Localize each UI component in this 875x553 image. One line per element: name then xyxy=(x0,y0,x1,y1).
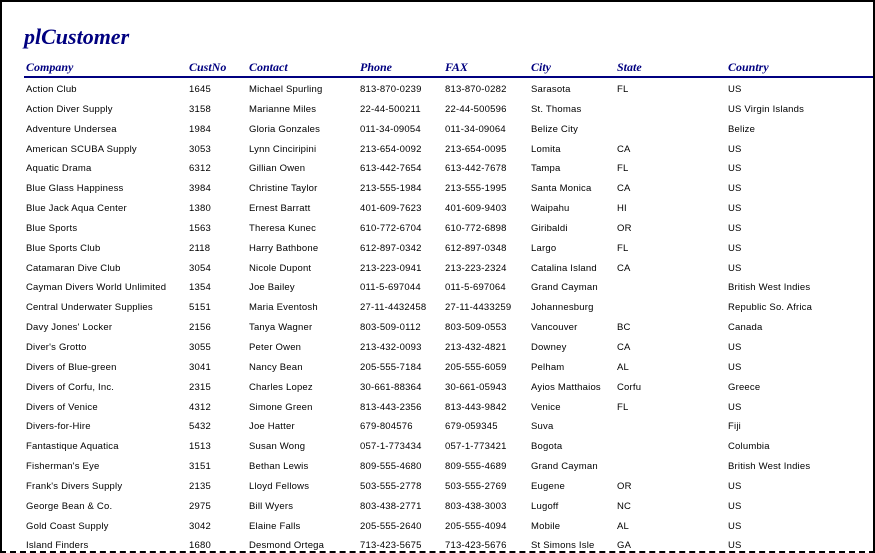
cell-fax: 205-555-6059 xyxy=(445,361,507,373)
cell-company: Blue Sports Club xyxy=(26,242,101,254)
cell-phone: 809-555-4680 xyxy=(360,461,422,473)
cell-custno: 5432 xyxy=(189,421,211,433)
cell-city: St. Thomas xyxy=(531,103,582,115)
table-row xyxy=(24,159,874,179)
cell-phone: 679-804576 xyxy=(360,421,413,433)
cell-custno: 3055 xyxy=(189,341,211,353)
customer-table-body xyxy=(24,80,874,553)
cell-custno: 3158 xyxy=(189,103,211,115)
cell-company: Fantastique Aquatica xyxy=(26,441,119,453)
cell-fax: 401-609-9403 xyxy=(445,203,507,215)
cell-company: Davy Jones' Locker xyxy=(26,322,113,334)
cell-city: Downey xyxy=(531,341,567,353)
cell-country: US xyxy=(728,222,742,234)
cell-custno: 2135 xyxy=(189,480,211,492)
cell-fax: 27-11-4433259 xyxy=(445,302,512,314)
cell-country: Greece xyxy=(728,381,761,393)
cell-city: Eugene xyxy=(531,480,565,492)
header-fax: FAX xyxy=(445,60,468,74)
table-row xyxy=(24,417,874,437)
cell-contact: Michael Spurling xyxy=(249,84,323,95)
cell-state: AL xyxy=(617,520,630,532)
cell-custno: 3984 xyxy=(189,183,211,195)
cell-state: GA xyxy=(617,540,632,552)
table-row xyxy=(24,477,874,497)
cell-contact: Simone Green xyxy=(249,401,313,413)
table-row xyxy=(24,120,874,140)
cell-contact: Harry Bathbone xyxy=(249,242,319,254)
cell-country: Fiji xyxy=(728,421,741,433)
table-row xyxy=(24,536,874,553)
cell-contact: Theresa Kunec xyxy=(249,222,317,234)
cell-state: CA xyxy=(617,262,631,274)
table-row xyxy=(24,318,874,338)
cell-company: Central Underwater Supplies xyxy=(26,302,153,314)
cell-custno: 1513 xyxy=(189,441,211,453)
cell-contact: Gillian Owen xyxy=(249,163,306,175)
cell-company: Action Club xyxy=(26,84,77,95)
cell-city: Bogota xyxy=(531,441,563,453)
cell-company: Adventure Undersea xyxy=(26,123,117,135)
cell-contact: Ernest Barratt xyxy=(249,203,311,215)
cell-phone: 803-509-0112 xyxy=(360,322,421,334)
cell-country: Canada xyxy=(728,322,763,334)
cell-city: Johannesburg xyxy=(531,302,594,314)
cell-city: Sarasota xyxy=(531,84,571,95)
cell-city: Pelham xyxy=(531,361,565,373)
cell-phone: 612-897-0342 xyxy=(360,242,422,254)
cell-custno: 3053 xyxy=(189,143,211,155)
table-row xyxy=(24,100,874,120)
cell-phone: 803-438-2771 xyxy=(360,500,422,512)
cell-state: HI xyxy=(617,203,627,215)
cell-fax: 613-442-7678 xyxy=(445,163,507,175)
cell-phone: 713-423-5675 xyxy=(360,540,422,552)
table-row xyxy=(24,437,874,457)
table-row xyxy=(24,199,874,219)
cell-city: Lugoff xyxy=(531,500,559,512)
cell-fax: 205-555-4094 xyxy=(445,520,507,532)
cell-custno: 3041 xyxy=(189,361,211,373)
header-country: Country xyxy=(728,60,769,74)
cell-fax: 011-5-697064 xyxy=(445,282,506,294)
cell-custno: 2975 xyxy=(189,500,211,512)
cell-country: US Virgin Islands xyxy=(728,103,805,115)
cell-fax: 803-509-0553 xyxy=(445,322,507,334)
cell-contact: Elaine Falls xyxy=(249,520,301,532)
cell-state: BC xyxy=(617,322,631,334)
cell-fax: 213-223-2324 xyxy=(445,262,507,274)
cell-company: Divers-for-Hire xyxy=(26,421,91,433)
table-row xyxy=(24,457,874,477)
cell-fax: 809-555-4689 xyxy=(445,461,507,473)
cell-fax: 813-870-0282 xyxy=(445,84,507,95)
cell-state: Corfu xyxy=(617,381,642,393)
cell-city: St Simons Isle xyxy=(531,540,595,552)
table-row xyxy=(24,179,874,199)
cell-fax: 679-059345 xyxy=(445,421,498,433)
cell-state: CA xyxy=(617,143,631,155)
cell-state: FL xyxy=(617,401,629,413)
cell-phone: 011-5-697044 xyxy=(360,282,421,294)
cell-country: US xyxy=(728,262,742,274)
cell-fax: 057-1-773421 xyxy=(445,441,507,453)
cell-country: Republic So. Africa xyxy=(728,302,813,314)
cell-phone: 213-555-1984 xyxy=(360,183,422,195)
cell-state: OR xyxy=(617,222,632,234)
cell-city: Ayios Matthaios xyxy=(531,381,601,393)
cell-company: Aquatic Drama xyxy=(26,163,92,175)
cell-company: American SCUBA Supply xyxy=(26,143,137,155)
cell-contact: Charles Lopez xyxy=(249,381,313,393)
header-phone: Phone xyxy=(360,60,393,74)
cell-city: Lomita xyxy=(531,143,561,155)
cell-fax: 213-432-4821 xyxy=(445,341,507,353)
table-row xyxy=(24,239,874,259)
cell-country: British West Indies xyxy=(728,461,811,473)
cell-phone: 613-442-7654 xyxy=(360,163,422,175)
cell-country: Columbia xyxy=(728,441,770,453)
cell-custno: 3151 xyxy=(189,461,211,473)
cell-contact: Susan Wong xyxy=(249,441,306,453)
cell-contact: Maria Eventosh xyxy=(249,302,318,314)
table-row xyxy=(24,80,874,100)
cell-company: Fisherman's Eye xyxy=(26,461,100,473)
table-row xyxy=(24,358,874,378)
cell-fax: 22-44-500596 xyxy=(445,103,507,115)
table-row xyxy=(24,259,874,279)
cell-state: FL xyxy=(617,84,629,95)
table-row xyxy=(24,140,874,160)
header-contact: Contact xyxy=(249,60,288,74)
cell-country: US xyxy=(728,500,742,512)
cell-city: Suva xyxy=(531,421,554,433)
cell-custno: 4312 xyxy=(189,401,211,413)
cell-city: Tampa xyxy=(531,163,561,175)
cell-phone: 205-555-7184 xyxy=(360,361,422,373)
cell-company: Divers of Venice xyxy=(26,401,98,413)
cell-custno: 2156 xyxy=(189,322,211,334)
cell-fax: 610-772-6898 xyxy=(445,222,507,234)
cell-contact: Bill Wyers xyxy=(249,500,294,512)
cell-country: US xyxy=(728,183,742,195)
cell-custno: 3054 xyxy=(189,262,211,274)
cell-state: FL xyxy=(617,163,629,175)
cell-custno: 1563 xyxy=(189,222,211,234)
cell-company: Divers of Corfu, Inc. xyxy=(26,381,115,393)
cell-contact: Joe Hatter xyxy=(249,421,295,433)
cell-contact: Bethan Lewis xyxy=(249,461,309,473)
cell-company: Blue Glass Happiness xyxy=(26,183,124,195)
cell-state: AL xyxy=(617,361,630,373)
table-row xyxy=(24,497,874,517)
cell-phone: 813-870-0239 xyxy=(360,84,422,95)
cell-phone: 213-223-0941 xyxy=(360,262,422,274)
header-divider xyxy=(24,76,874,78)
header-company: Company xyxy=(26,60,74,74)
cell-company: George Bean & Co. xyxy=(26,500,113,512)
cell-company: Catamaran Dive Club xyxy=(26,262,121,274)
cell-fax: 612-897-0348 xyxy=(445,242,507,254)
cell-country: US xyxy=(728,163,742,175)
cell-contact: Tanya Wagner xyxy=(249,322,313,334)
cell-phone: 011-34-09054 xyxy=(360,123,421,135)
cell-country: US xyxy=(728,143,742,155)
cell-phone: 813-443-2356 xyxy=(360,401,422,413)
cell-country: US xyxy=(728,84,742,95)
cell-custno: 2118 xyxy=(189,242,211,254)
cell-city: Largo xyxy=(531,242,557,254)
cell-state: CA xyxy=(617,341,631,353)
cell-country: Belize xyxy=(728,123,756,135)
cell-custno: 1680 xyxy=(189,540,211,552)
cell-phone: 213-432-0093 xyxy=(360,341,422,353)
cell-phone: 503-555-2778 xyxy=(360,480,422,492)
table-row xyxy=(24,298,874,318)
cell-state: OR xyxy=(617,480,632,492)
header-state: State xyxy=(617,60,642,74)
cell-city: Venice xyxy=(531,401,561,413)
cell-fax: 503-555-2769 xyxy=(445,480,507,492)
cell-country: US xyxy=(728,480,742,492)
cell-country: US xyxy=(728,540,742,552)
cell-fax: 011-34-09064 xyxy=(445,123,506,135)
cell-city: Grand Cayman xyxy=(531,282,598,294)
cell-custno: 2315 xyxy=(189,381,211,393)
cell-phone: 27-11-4432458 xyxy=(360,302,427,314)
cell-phone: 205-555-2640 xyxy=(360,520,422,532)
cell-custno: 3042 xyxy=(189,520,211,532)
cell-contact: Lynn Cinciripini xyxy=(249,143,317,155)
cell-city: Grand Cayman xyxy=(531,461,598,473)
cell-phone: 213-654-0092 xyxy=(360,143,422,155)
cell-fax: 213-654-0095 xyxy=(445,143,507,155)
cell-phone: 22-44-500211 xyxy=(360,103,421,115)
cell-country: US xyxy=(728,242,742,254)
cell-company: Gold Coast Supply xyxy=(26,520,109,532)
cell-contact: Joe Bailey xyxy=(249,282,295,294)
cell-contact: Nancy Bean xyxy=(249,361,303,373)
cell-company: Island Finders xyxy=(26,540,89,552)
cell-company: Blue Jack Aqua Center xyxy=(26,203,127,215)
cell-custno: 5151 xyxy=(189,302,211,314)
cell-state: FL xyxy=(617,242,629,254)
table-row xyxy=(24,517,874,537)
table-row xyxy=(24,398,874,418)
column-header-row xyxy=(24,60,874,76)
table-row xyxy=(24,378,874,398)
cell-contact: Peter Owen xyxy=(249,341,302,353)
header-city: City xyxy=(531,60,551,74)
report-title: plCustomer xyxy=(24,24,130,49)
cell-custno: 1645 xyxy=(189,84,211,95)
table-row xyxy=(24,338,874,358)
cell-phone: 057-1-773434 xyxy=(360,441,422,453)
cell-company: Blue Sports xyxy=(26,222,78,234)
cell-fax: 813-443-9842 xyxy=(445,401,507,413)
cell-fax: 30-661-05943 xyxy=(445,381,507,393)
cell-fax: 213-555-1995 xyxy=(445,183,507,195)
cell-company: Diver's Grotto xyxy=(26,341,87,353)
cell-contact: Desmond Ortega xyxy=(249,540,325,552)
cell-company: Action Diver Supply xyxy=(26,103,113,115)
cell-phone: 401-609-7623 xyxy=(360,203,422,215)
cell-contact: Lloyd Fellows xyxy=(249,480,310,492)
header-custno: CustNo xyxy=(189,60,227,74)
cell-state: NC xyxy=(617,500,632,512)
cell-custno: 1354 xyxy=(189,282,211,294)
cell-company: Divers of Blue-green xyxy=(26,361,117,373)
cell-fax: 803-438-3003 xyxy=(445,500,507,512)
cell-contact: Marianne Miles xyxy=(249,103,317,115)
cell-state: CA xyxy=(617,183,631,195)
cell-city: Waipahu xyxy=(531,203,570,215)
cell-fax: 713-423-5676 xyxy=(445,540,507,552)
cell-city: Belize City xyxy=(531,123,579,135)
cell-company: Cayman Divers World Unlimited xyxy=(26,282,167,294)
cell-custno: 6312 xyxy=(189,163,211,175)
table-row xyxy=(24,278,874,298)
cell-custno: 1380 xyxy=(189,203,211,215)
table-row xyxy=(24,219,874,239)
cell-country: US xyxy=(728,203,742,215)
cell-country: British West Indies xyxy=(728,282,811,294)
cell-custno: 1984 xyxy=(189,123,211,135)
cell-phone: 30-661-88364 xyxy=(360,381,422,393)
cell-country: US xyxy=(728,401,742,413)
cell-company: Frank's Divers Supply xyxy=(26,480,123,492)
cell-contact: Christine Taylor xyxy=(249,183,318,195)
cell-city: Santa Monica xyxy=(531,183,592,195)
cell-contact: Nicole Dupont xyxy=(249,262,312,274)
cell-country: US xyxy=(728,520,742,532)
cell-city: Giribaldi xyxy=(531,222,568,234)
cell-city: Catalina Island xyxy=(531,262,597,274)
cell-country: US xyxy=(728,341,742,353)
cell-city: Vancouver xyxy=(531,322,578,334)
cell-phone: 610-772-6704 xyxy=(360,222,422,234)
cell-city: Mobile xyxy=(531,520,561,532)
cell-contact: Gloria Gonzales xyxy=(249,123,321,135)
cell-country: US xyxy=(728,361,742,373)
